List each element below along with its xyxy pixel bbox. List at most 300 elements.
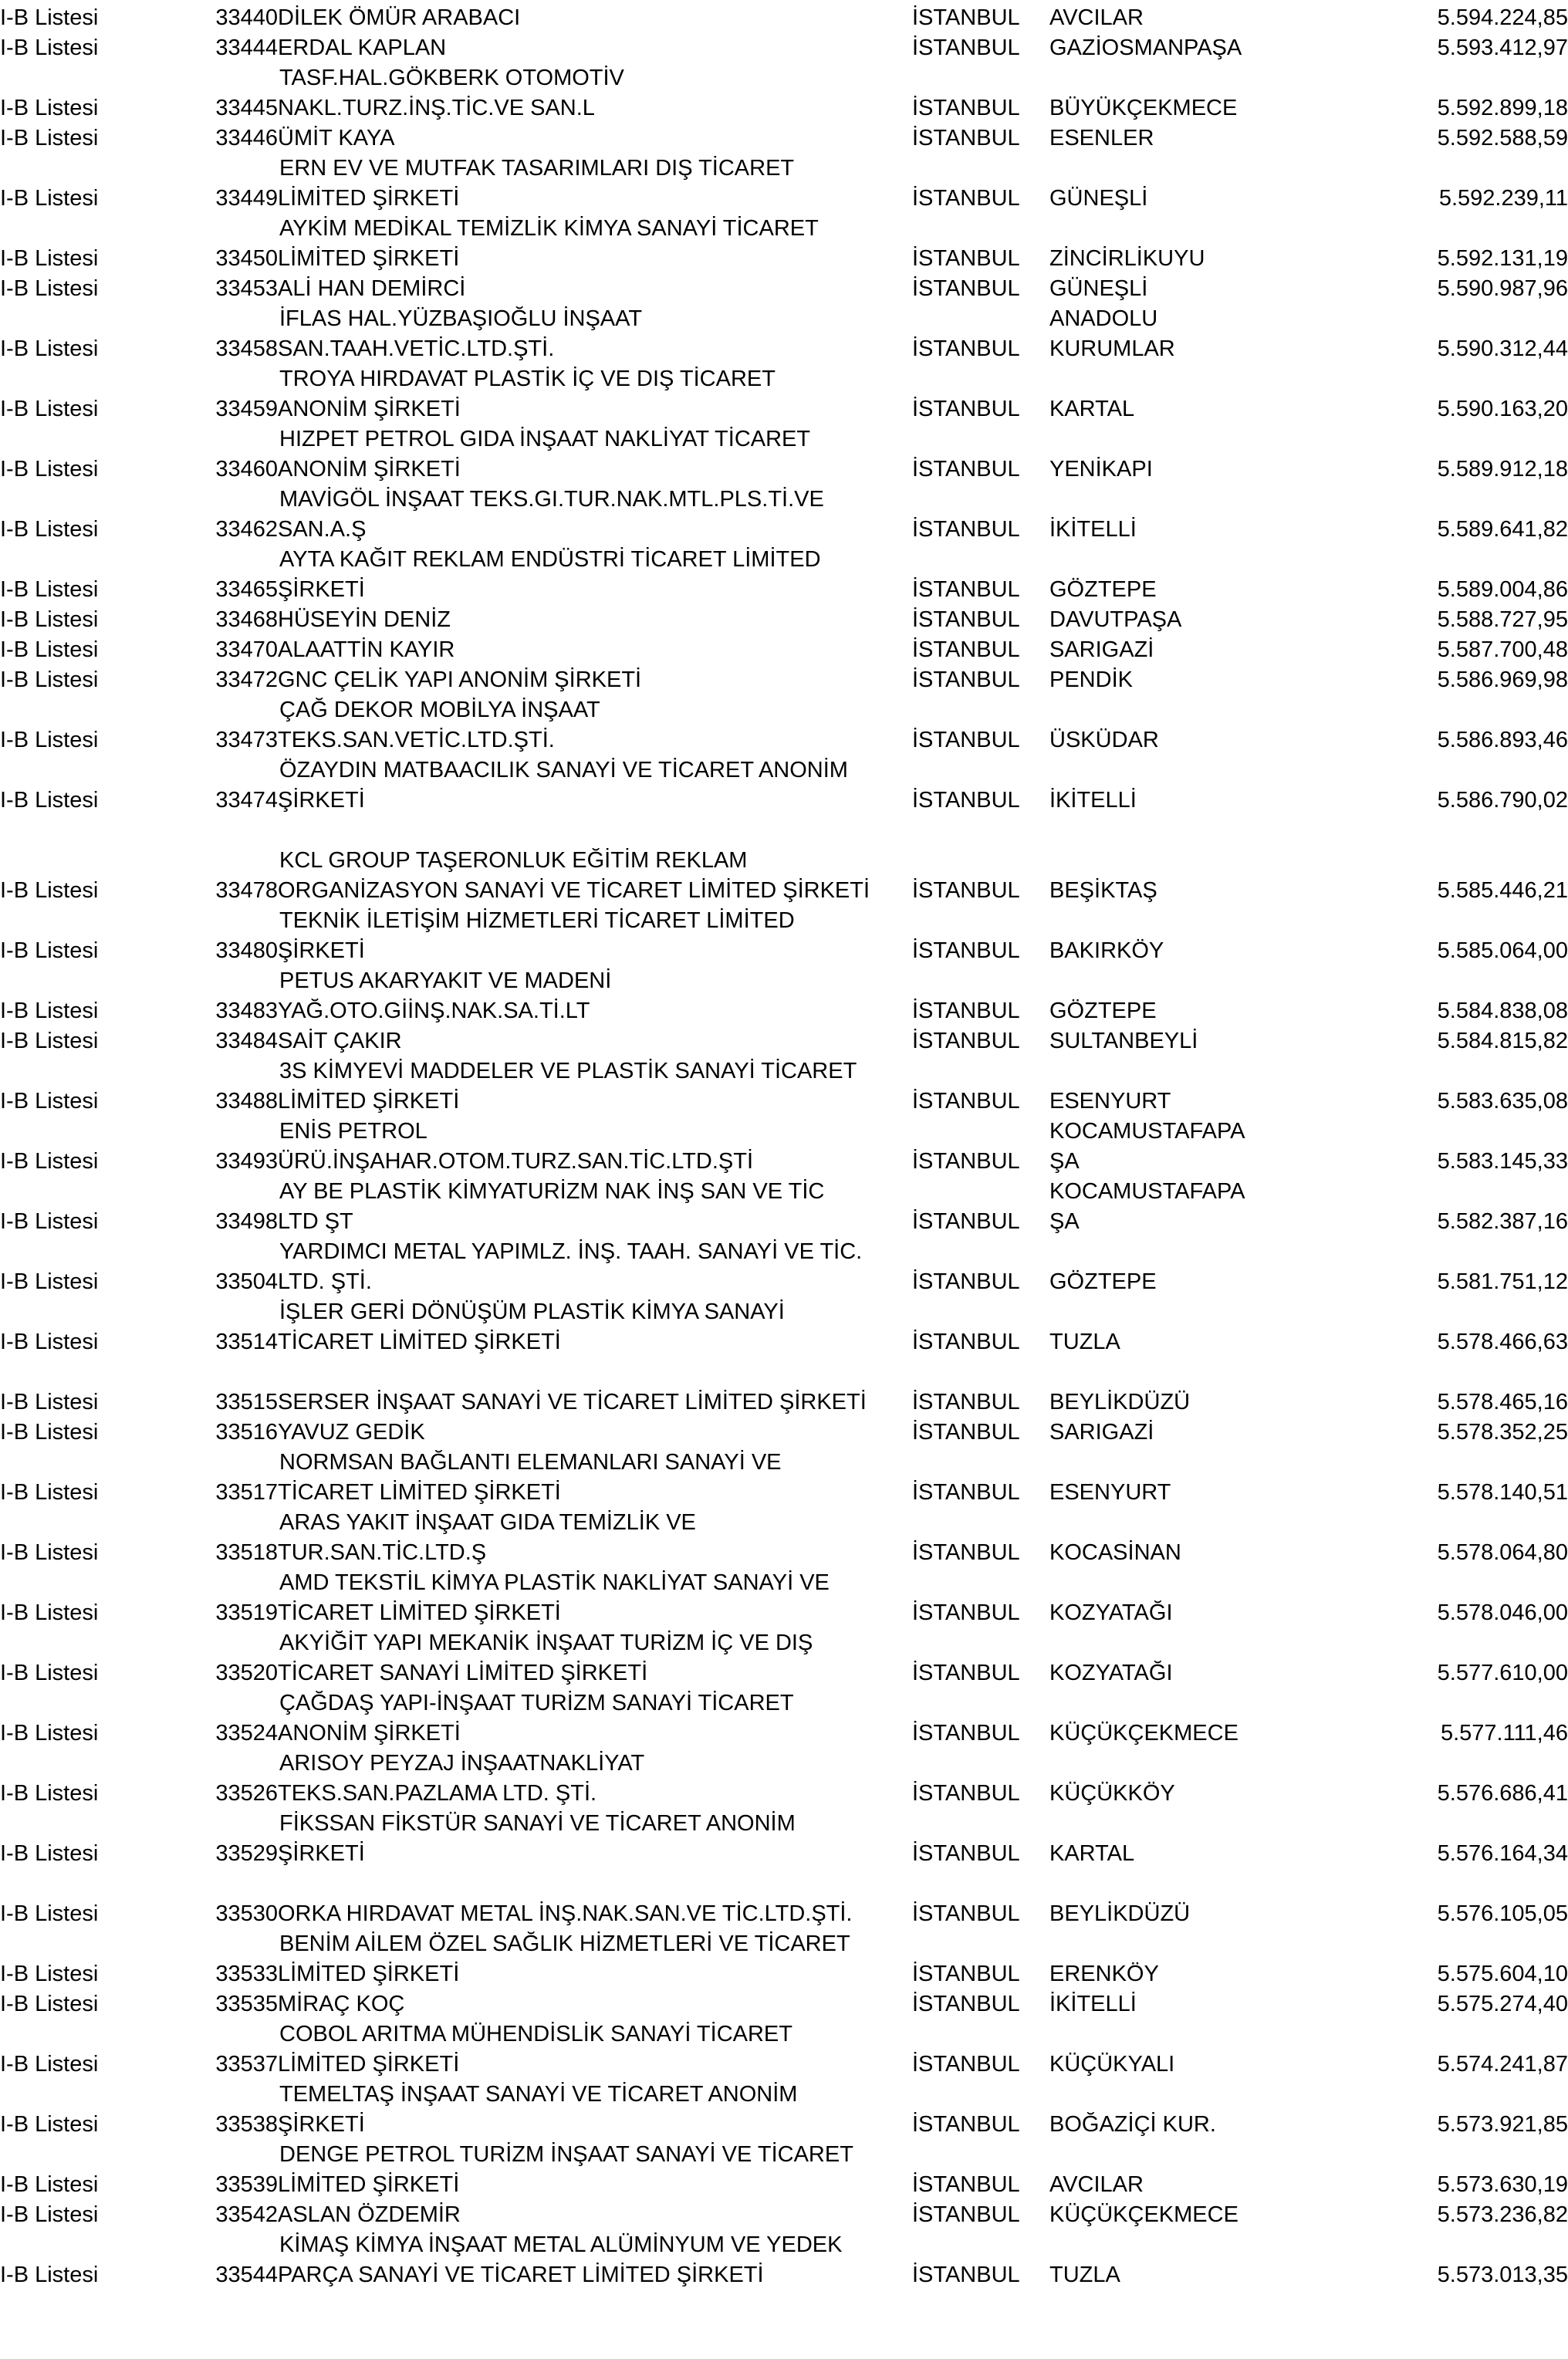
table-row (0, 665, 1568, 695)
city-cell (912, 1749, 1049, 1809)
list-type-cell-wrap (0, 304, 176, 334)
list-type-cell-wrap (0, 1688, 176, 1719)
tax-office-cell (1049, 846, 1304, 906)
sequence-number-cell-value: 33533 (215, 1962, 278, 1986)
tax-office-cell (1049, 1989, 1304, 2019)
tax-office-cell-value: KOZYATAĞI (1049, 1661, 1173, 1685)
amount-cell (1304, 3, 1568, 33)
sequence-number-cell-value: 33518 (215, 1540, 278, 1565)
tax-office-cell (1049, 1056, 1304, 1117)
city-cell-value: İSTANBUL (912, 1901, 1020, 1926)
list-type-cell-value: I-B Listesi (0, 1330, 99, 1354)
city-cell-wrap (912, 1237, 1049, 1267)
tax-office-cell (1049, 214, 1304, 274)
sequence-number-cell-value: 33478 (215, 878, 278, 903)
amount-cell-value: 5.586.893,46 (1437, 728, 1568, 752)
city-cell-wrap (912, 1448, 1049, 1478)
list-type-cell-value: I-B Listesi (0, 637, 99, 662)
tax-office-cell (1049, 364, 1304, 424)
sequence-number-cell-value: 33520 (215, 1661, 278, 1685)
city-cell-wrap (912, 2080, 1049, 2110)
city-cell-wrap (912, 1809, 1049, 1839)
company-name-cell-value: ÜRÜ.İNŞAHAR.OTOM.TURZ.SAN.TİC.LTD.ŞTİ (278, 1149, 754, 1174)
company-name-cell (278, 846, 912, 906)
city-cell-value: İSTANBUL (912, 1721, 1020, 1746)
spacer-cell (0, 1869, 1568, 1899)
list-type-cell (0, 485, 176, 545)
sequence-number-cell-value: 33446 (215, 126, 278, 150)
sequence-number-cell-value: 33538 (215, 2112, 278, 2137)
city-cell-wrap (912, 695, 1049, 725)
city-cell (912, 1508, 1049, 1568)
list-type-cell-value: I-B Listesi (0, 1992, 99, 2016)
company-name-cell-value: TİCARET SANAYİ LİMİTED ŞİRKETİ (278, 1661, 648, 1685)
list-type-cell-wrap (0, 1508, 176, 1538)
sequence-number-cell (176, 63, 278, 123)
city-cell-wrap (912, 2230, 1049, 2260)
amount-cell (1304, 63, 1568, 123)
tax-office-cell-wrap (1049, 1237, 1304, 1267)
list-type-cell-value: I-B Listesi (0, 2052, 99, 2077)
city-cell (912, 485, 1049, 545)
table-row-spacer (0, 1357, 1568, 1387)
company-name-cell-wrap: 3S KİMYEVİ MADDELER VE PLASTİK SANAYİ TİCARET (279, 1059, 857, 1083)
sequence-number-cell-value: 33453 (215, 276, 278, 301)
table-row (0, 846, 1568, 906)
tax-office-cell (1049, 755, 1304, 816)
company-name-cell-value: SERSER İNŞAAT SANAYİ VE TİCARET LİMİTED ŞİRKETİ (278, 1390, 867, 1414)
sequence-number-cell (176, 1929, 278, 1989)
list-type-cell-value: I-B Listesi (0, 1269, 99, 1294)
table-row (0, 485, 1568, 545)
amount-cell-value: 5.590.312,44 (1437, 336, 1568, 361)
city-cell (912, 966, 1049, 1026)
company-name-cell (278, 605, 912, 635)
tax-office-cell (1049, 1387, 1304, 1418)
list-type-cell (0, 545, 176, 605)
company-name-cell-value: ALAATTİN KAYIR (278, 637, 455, 662)
table-row (0, 966, 1568, 1026)
list-type-cell (0, 1056, 176, 1117)
amount-cell-wrap (1304, 154, 1568, 184)
city-cell (912, 33, 1049, 63)
company-name-cell-value: LİMİTED ŞİRKETİ (278, 2172, 460, 2197)
list-type-cell-wrap (0, 1237, 176, 1267)
city-cell-value: İSTANBUL (912, 517, 1020, 542)
tax-office-cell-wrap (1049, 1448, 1304, 1478)
table-row (0, 33, 1568, 63)
table-row (0, 1177, 1568, 1237)
amount-cell-wrap (1304, 214, 1568, 244)
tax-office-cell-wrap (1049, 1508, 1304, 1538)
city-cell (912, 1568, 1049, 1628)
tax-office-cell-wrap (1049, 755, 1304, 786)
city-cell-wrap (912, 1628, 1049, 1658)
city-cell-value: İSTANBUL (912, 1600, 1020, 1625)
city-cell (912, 1177, 1049, 1237)
sequence-number-cell-wrap (176, 1297, 278, 1327)
city-cell-value: İSTANBUL (912, 999, 1020, 1023)
amount-cell (1304, 1418, 1568, 1448)
list-type-cell-value: I-B Listesi (0, 1390, 99, 1414)
list-type-cell-value: I-B Listesi (0, 1781, 99, 1806)
sequence-number-cell (176, 304, 278, 364)
list-type-cell-value: I-B Listesi (0, 1029, 99, 1053)
tax-office-cell-wrap (1049, 1809, 1304, 1839)
list-type-cell-wrap (0, 2140, 176, 2170)
amount-cell-value: 5.583.145,33 (1437, 1149, 1568, 1174)
amount-cell-wrap (1304, 1809, 1568, 1839)
list-type-cell (0, 1237, 176, 1297)
company-name-cell-value: LİMİTED ŞİRKETİ (278, 186, 460, 211)
list-type-cell-value: I-B Listesi (0, 126, 99, 150)
list-type-cell-wrap (0, 695, 176, 725)
amount-cell-wrap (1304, 1568, 1568, 1598)
city-cell (912, 1628, 1049, 1688)
amount-cell-value: 5.592.588,59 (1437, 126, 1568, 150)
sequence-number-cell-value: 33529 (215, 1841, 278, 1866)
tax-office-cell (1049, 1899, 1304, 1929)
amount-cell (1304, 2200, 1568, 2230)
amount-cell (1304, 755, 1568, 816)
list-type-cell (0, 1418, 176, 1448)
sequence-number-cell-value: 33515 (215, 1390, 278, 1414)
list-type-cell-value: I-B Listesi (0, 788, 99, 813)
tax-office-cell-value: YENİKAPI (1049, 457, 1153, 482)
city-cell-wrap (912, 424, 1049, 455)
sequence-number-cell-wrap (176, 1628, 278, 1658)
tax-office-cell (1049, 424, 1304, 485)
city-cell (912, 1418, 1049, 1448)
city-cell-wrap (912, 545, 1049, 575)
company-name-cell-value: ŞİRKETİ (278, 788, 365, 813)
amount-cell-value: 5.585.064,00 (1437, 938, 1568, 963)
tax-office-cell-value: ERENKÖY (1049, 1962, 1159, 1986)
sequence-number-cell (176, 485, 278, 545)
city-cell-value: İSTANBUL (912, 96, 1020, 120)
amount-cell-value: 5.590.987,96 (1437, 276, 1568, 301)
city-cell (912, 1688, 1049, 1749)
company-name-cell (278, 1688, 912, 1749)
company-name-cell (278, 364, 912, 424)
city-cell-value: İSTANBUL (912, 1661, 1020, 1685)
tax-office-cell (1049, 63, 1304, 123)
tax-office-cell-value: GÖZTEPE (1049, 577, 1157, 602)
list-type-cell-value: I-B Listesi (0, 1209, 99, 1234)
amount-cell (1304, 906, 1568, 966)
sequence-number-cell (176, 1056, 278, 1117)
table-row (0, 1056, 1568, 1117)
list-type-cell (0, 906, 176, 966)
company-name-cell (278, 485, 912, 545)
list-type-cell (0, 2080, 176, 2140)
tax-office-cell-value: GÜNEŞLİ (1049, 186, 1148, 211)
sequence-number-cell-wrap (176, 154, 278, 184)
tax-office-cell (1049, 2230, 1304, 2290)
sequence-number-cell-value: 33530 (215, 1901, 278, 1926)
sequence-number-cell-value: 33484 (215, 1029, 278, 1053)
company-name-cell-wrap: HIZPET PETROL GIDA İNŞAAT NAKLİYAT TİCARET (279, 427, 811, 451)
company-name-cell-wrap: AMD TEKSTİL KİMYA PLASTİK NAKLİYAT SANAYİ VE (279, 1570, 830, 1595)
amount-cell-wrap (1304, 2230, 1568, 2260)
sequence-number-cell (176, 1688, 278, 1749)
city-cell-value: İSTANBUL (912, 2172, 1020, 2197)
company-name-cell (278, 695, 912, 755)
company-name-cell-wrap: ENİS PETROL (279, 1119, 427, 1144)
table-row-spacer (0, 816, 1568, 846)
amount-cell-wrap (1304, 1177, 1568, 1207)
tax-office-cell-wrap (1049, 154, 1304, 184)
table-row (0, 304, 1568, 364)
list-type-cell-wrap (0, 1297, 176, 1327)
list-type-cell (0, 364, 176, 424)
company-name-cell (278, 63, 912, 123)
list-type-cell-value: I-B Listesi (0, 2263, 99, 2287)
amount-cell (1304, 605, 1568, 635)
sequence-number-cell-value: 33458 (215, 336, 278, 361)
sequence-number-cell (176, 1387, 278, 1418)
company-name-cell (278, 1508, 912, 1568)
list-type-cell-value: I-B Listesi (0, 2202, 99, 2227)
amount-cell (1304, 1056, 1568, 1117)
company-name-cell-value: DİLEK ÖMÜR ARABACI (278, 5, 521, 30)
table-row (0, 1508, 1568, 1568)
company-name-cell (278, 424, 912, 485)
sequence-number-cell (176, 33, 278, 63)
tax-office-cell (1049, 1628, 1304, 1688)
list-type-cell-wrap (0, 424, 176, 455)
city-cell-value: İSTANBUL (912, 938, 1020, 963)
city-cell (912, 1237, 1049, 1297)
city-cell (912, 1448, 1049, 1508)
list-type-cell-wrap (0, 2230, 176, 2260)
sequence-number-cell-wrap (176, 424, 278, 455)
sequence-number-cell (176, 1508, 278, 1568)
amount-cell (1304, 2080, 1568, 2140)
city-cell-value: İSTANBUL (912, 667, 1020, 692)
list-type-cell-value: I-B Listesi (0, 607, 99, 632)
table-row (0, 695, 1568, 755)
sequence-number-cell-wrap (176, 966, 278, 996)
sequence-number-cell (176, 2140, 278, 2200)
company-name-cell-value: MİRAÇ KOÇ (278, 1992, 405, 2016)
company-name-cell-value: TUR.SAN.TİC.LTD.Ş (278, 1540, 487, 1565)
tax-office-cell-value: PENDİK (1049, 667, 1133, 692)
table-row (0, 364, 1568, 424)
amount-cell-wrap (1304, 1237, 1568, 1267)
list-type-cell-wrap (0, 1117, 176, 1147)
sequence-number-cell-wrap (176, 1749, 278, 1779)
city-cell-value: İSTANBUL (912, 1540, 1020, 1565)
sequence-number-cell (176, 635, 278, 665)
sequence-number-cell-wrap (176, 1929, 278, 1959)
company-name-cell (278, 1117, 912, 1177)
sequence-number-cell-value: 33493 (215, 1149, 278, 1174)
list-type-cell-value: I-B Listesi (0, 397, 99, 421)
company-name-cell (278, 545, 912, 605)
city-cell-wrap (912, 1177, 1049, 1207)
tax-office-cell-value: KARTAL (1049, 397, 1135, 421)
sequence-number-cell (176, 1568, 278, 1628)
company-name-cell-value: TİCARET LİMİTED ŞİRKETİ (278, 1480, 561, 1505)
amount-cell (1304, 154, 1568, 214)
amount-cell (1304, 1809, 1568, 1869)
company-name-cell (278, 1749, 912, 1809)
tax-office-cell-value: BAKIRKÖY (1049, 938, 1164, 963)
sequence-number-cell-value: 33440 (215, 5, 278, 30)
list-type-cell-wrap (0, 1056, 176, 1087)
table-row (0, 1117, 1568, 1177)
amount-cell-wrap (1304, 1056, 1568, 1087)
list-type-cell-value: I-B Listesi (0, 938, 99, 963)
tax-office-cell-value: KURUMLAR (1049, 336, 1175, 361)
sequence-number-cell-wrap (176, 2080, 278, 2110)
amount-cell (1304, 1508, 1568, 1568)
tax-office-cell-value: DAVUTPAŞA (1049, 607, 1182, 632)
amount-cell (1304, 545, 1568, 605)
company-name-cell-value: ERDAL KAPLAN (278, 35, 447, 60)
tax-office-cell-value: ZİNCİRLİKUYU (1049, 246, 1205, 271)
tax-office-cell-value: TUZLA (1049, 2263, 1120, 2287)
city-cell (912, 1056, 1049, 1117)
amount-cell-value: 5.586.790,02 (1437, 788, 1568, 813)
tax-office-cell (1049, 33, 1304, 63)
list-type-cell (0, 3, 176, 33)
list-type-cell (0, 2230, 176, 2290)
sequence-number-cell-value: 33535 (215, 1992, 278, 2016)
list-type-cell-value: I-B Listesi (0, 5, 99, 30)
tax-office-cell-value: KÜÇÜKÇEKMECE (1049, 1721, 1239, 1746)
tax-office-cell (1049, 2019, 1304, 2080)
amount-cell (1304, 364, 1568, 424)
sequence-number-cell-wrap (176, 695, 278, 725)
tax-office-cell-wrap (1049, 1929, 1304, 1959)
amount-cell (1304, 214, 1568, 274)
table-row (0, 906, 1568, 966)
sequence-number-cell (176, 154, 278, 214)
company-name-cell-wrap: ARISOY PEYZAJ İNŞAATNAKLİYAT (279, 1751, 645, 1776)
amount-cell-value: 5.594.224,85 (1437, 5, 1568, 30)
tax-office-cell-wrap (1049, 545, 1304, 575)
tax-office-cell-value: ŞA (1049, 1149, 1080, 1174)
amount-cell-value: 5.589.912,18 (1437, 457, 1568, 482)
sequence-number-cell-value: 33472 (215, 667, 278, 692)
city-cell-value: İSTANBUL (912, 2263, 1020, 2287)
city-cell-value: İSTANBUL (912, 1841, 1020, 1866)
list-type-cell-value: I-B Listesi (0, 186, 99, 211)
sequence-number-cell (176, 1177, 278, 1237)
tax-office-cell-wrap (1049, 424, 1304, 455)
list-type-cell (0, 755, 176, 816)
company-name-cell-value: LİMİTED ŞİRKETİ (278, 2052, 460, 2077)
list-type-cell-wrap (0, 2080, 176, 2110)
amount-cell-wrap (1304, 2140, 1568, 2170)
amount-cell-wrap (1304, 1929, 1568, 1959)
company-name-cell-value: ŞİRKETİ (278, 1841, 365, 1866)
list-type-cell-wrap (0, 755, 176, 786)
listing-body (0, 3, 1568, 2290)
company-name-cell (278, 1568, 912, 1628)
company-name-cell-value: ÜMİT KAYA (278, 126, 395, 150)
city-cell-value: İSTANBUL (912, 246, 1020, 271)
tax-office-cell (1049, 695, 1304, 755)
sequence-number-cell (176, 545, 278, 605)
tax-office-cell (1049, 1177, 1304, 1237)
amount-cell-value: 5.578.465,16 (1437, 1390, 1568, 1414)
table-row (0, 1989, 1568, 2019)
sequence-number-cell-wrap (176, 304, 278, 334)
table-row (0, 3, 1568, 33)
city-cell (912, 2080, 1049, 2140)
sequence-number-cell-value: 33460 (215, 457, 278, 482)
list-type-cell (0, 123, 176, 154)
company-name-cell-value: NAKL.TURZ.İNŞ.TİC.VE SAN.L (278, 96, 595, 120)
sequence-number-cell-wrap (176, 485, 278, 515)
city-cell-value: İSTANBUL (912, 5, 1020, 30)
amount-cell (1304, 1688, 1568, 1749)
company-name-cell (278, 304, 912, 364)
tax-office-cell-value: AVCILAR (1049, 5, 1144, 30)
city-cell (912, 424, 1049, 485)
city-cell (912, 1387, 1049, 1418)
amount-cell-value: 5.581.751,12 (1437, 1269, 1568, 1294)
city-cell-value: İSTANBUL (912, 2112, 1020, 2137)
list-type-cell-wrap (0, 2019, 176, 2050)
company-name-cell-wrap: AYTA KAĞIT REKLAM ENDÜSTRİ TİCARET LİMİTED (279, 547, 821, 572)
amount-cell (1304, 1177, 1568, 1237)
list-type-cell (0, 1688, 176, 1749)
company-name-cell-wrap: İŞLER GERİ DÖNÜŞÜM PLASTİK KİMYA SANAYİ (279, 1299, 785, 1324)
tax-office-cell (1049, 274, 1304, 304)
tax-office-cell-value: BEŞİKTAŞ (1049, 878, 1157, 903)
table-row (0, 2140, 1568, 2200)
tax-office-cell-value: KÜÇÜKYALI (1049, 2052, 1175, 2077)
sequence-number-cell (176, 424, 278, 485)
amount-cell (1304, 1387, 1568, 1418)
city-cell (912, 364, 1049, 424)
city-cell (912, 2140, 1049, 2200)
tax-office-cell (1049, 2140, 1304, 2200)
list-type-cell-wrap (0, 1809, 176, 1839)
list-type-cell-value: I-B Listesi (0, 1600, 99, 1625)
sequence-number-cell (176, 1117, 278, 1177)
sequence-number-cell-wrap (176, 2230, 278, 2260)
sequence-number-cell-value: 33517 (215, 1480, 278, 1505)
sequence-number-cell-wrap (176, 63, 278, 93)
sequence-number-cell-value: 33483 (215, 999, 278, 1023)
list-type-cell (0, 635, 176, 665)
company-name-cell-value: LİMİTED ŞİRKETİ (278, 246, 460, 271)
company-name-cell-value: ORKA HIRDAVAT METAL İNŞ.NAK.SAN.VE TİC.LTD.ŞTİ. (278, 1901, 853, 1926)
company-name-cell (278, 154, 912, 214)
list-type-cell (0, 63, 176, 123)
amount-cell-wrap (1304, 2080, 1568, 2110)
table-row (0, 63, 1568, 123)
list-type-cell-wrap (0, 214, 176, 244)
table-row (0, 1929, 1568, 1989)
city-cell (912, 1026, 1049, 1056)
amount-cell-value: 5.590.163,20 (1437, 397, 1568, 421)
amount-cell-value: 5.584.838,08 (1437, 999, 1568, 1023)
amount-cell (1304, 1989, 1568, 2019)
tax-office-cell-value: TUZLA (1049, 1330, 1120, 1354)
company-name-cell-wrap: KİMAŞ KİMYA İNŞAAT METAL ALÜMİNYUM VE YEDEK (279, 2232, 843, 2257)
list-type-cell-value: I-B Listesi (0, 878, 99, 903)
amount-cell-wrap (1304, 1628, 1568, 1658)
city-cell-value: İSTANBUL (912, 1029, 1020, 1053)
company-name-cell-value: ANONİM ŞİRKETİ (278, 1721, 461, 1746)
amount-cell-wrap (1304, 545, 1568, 575)
